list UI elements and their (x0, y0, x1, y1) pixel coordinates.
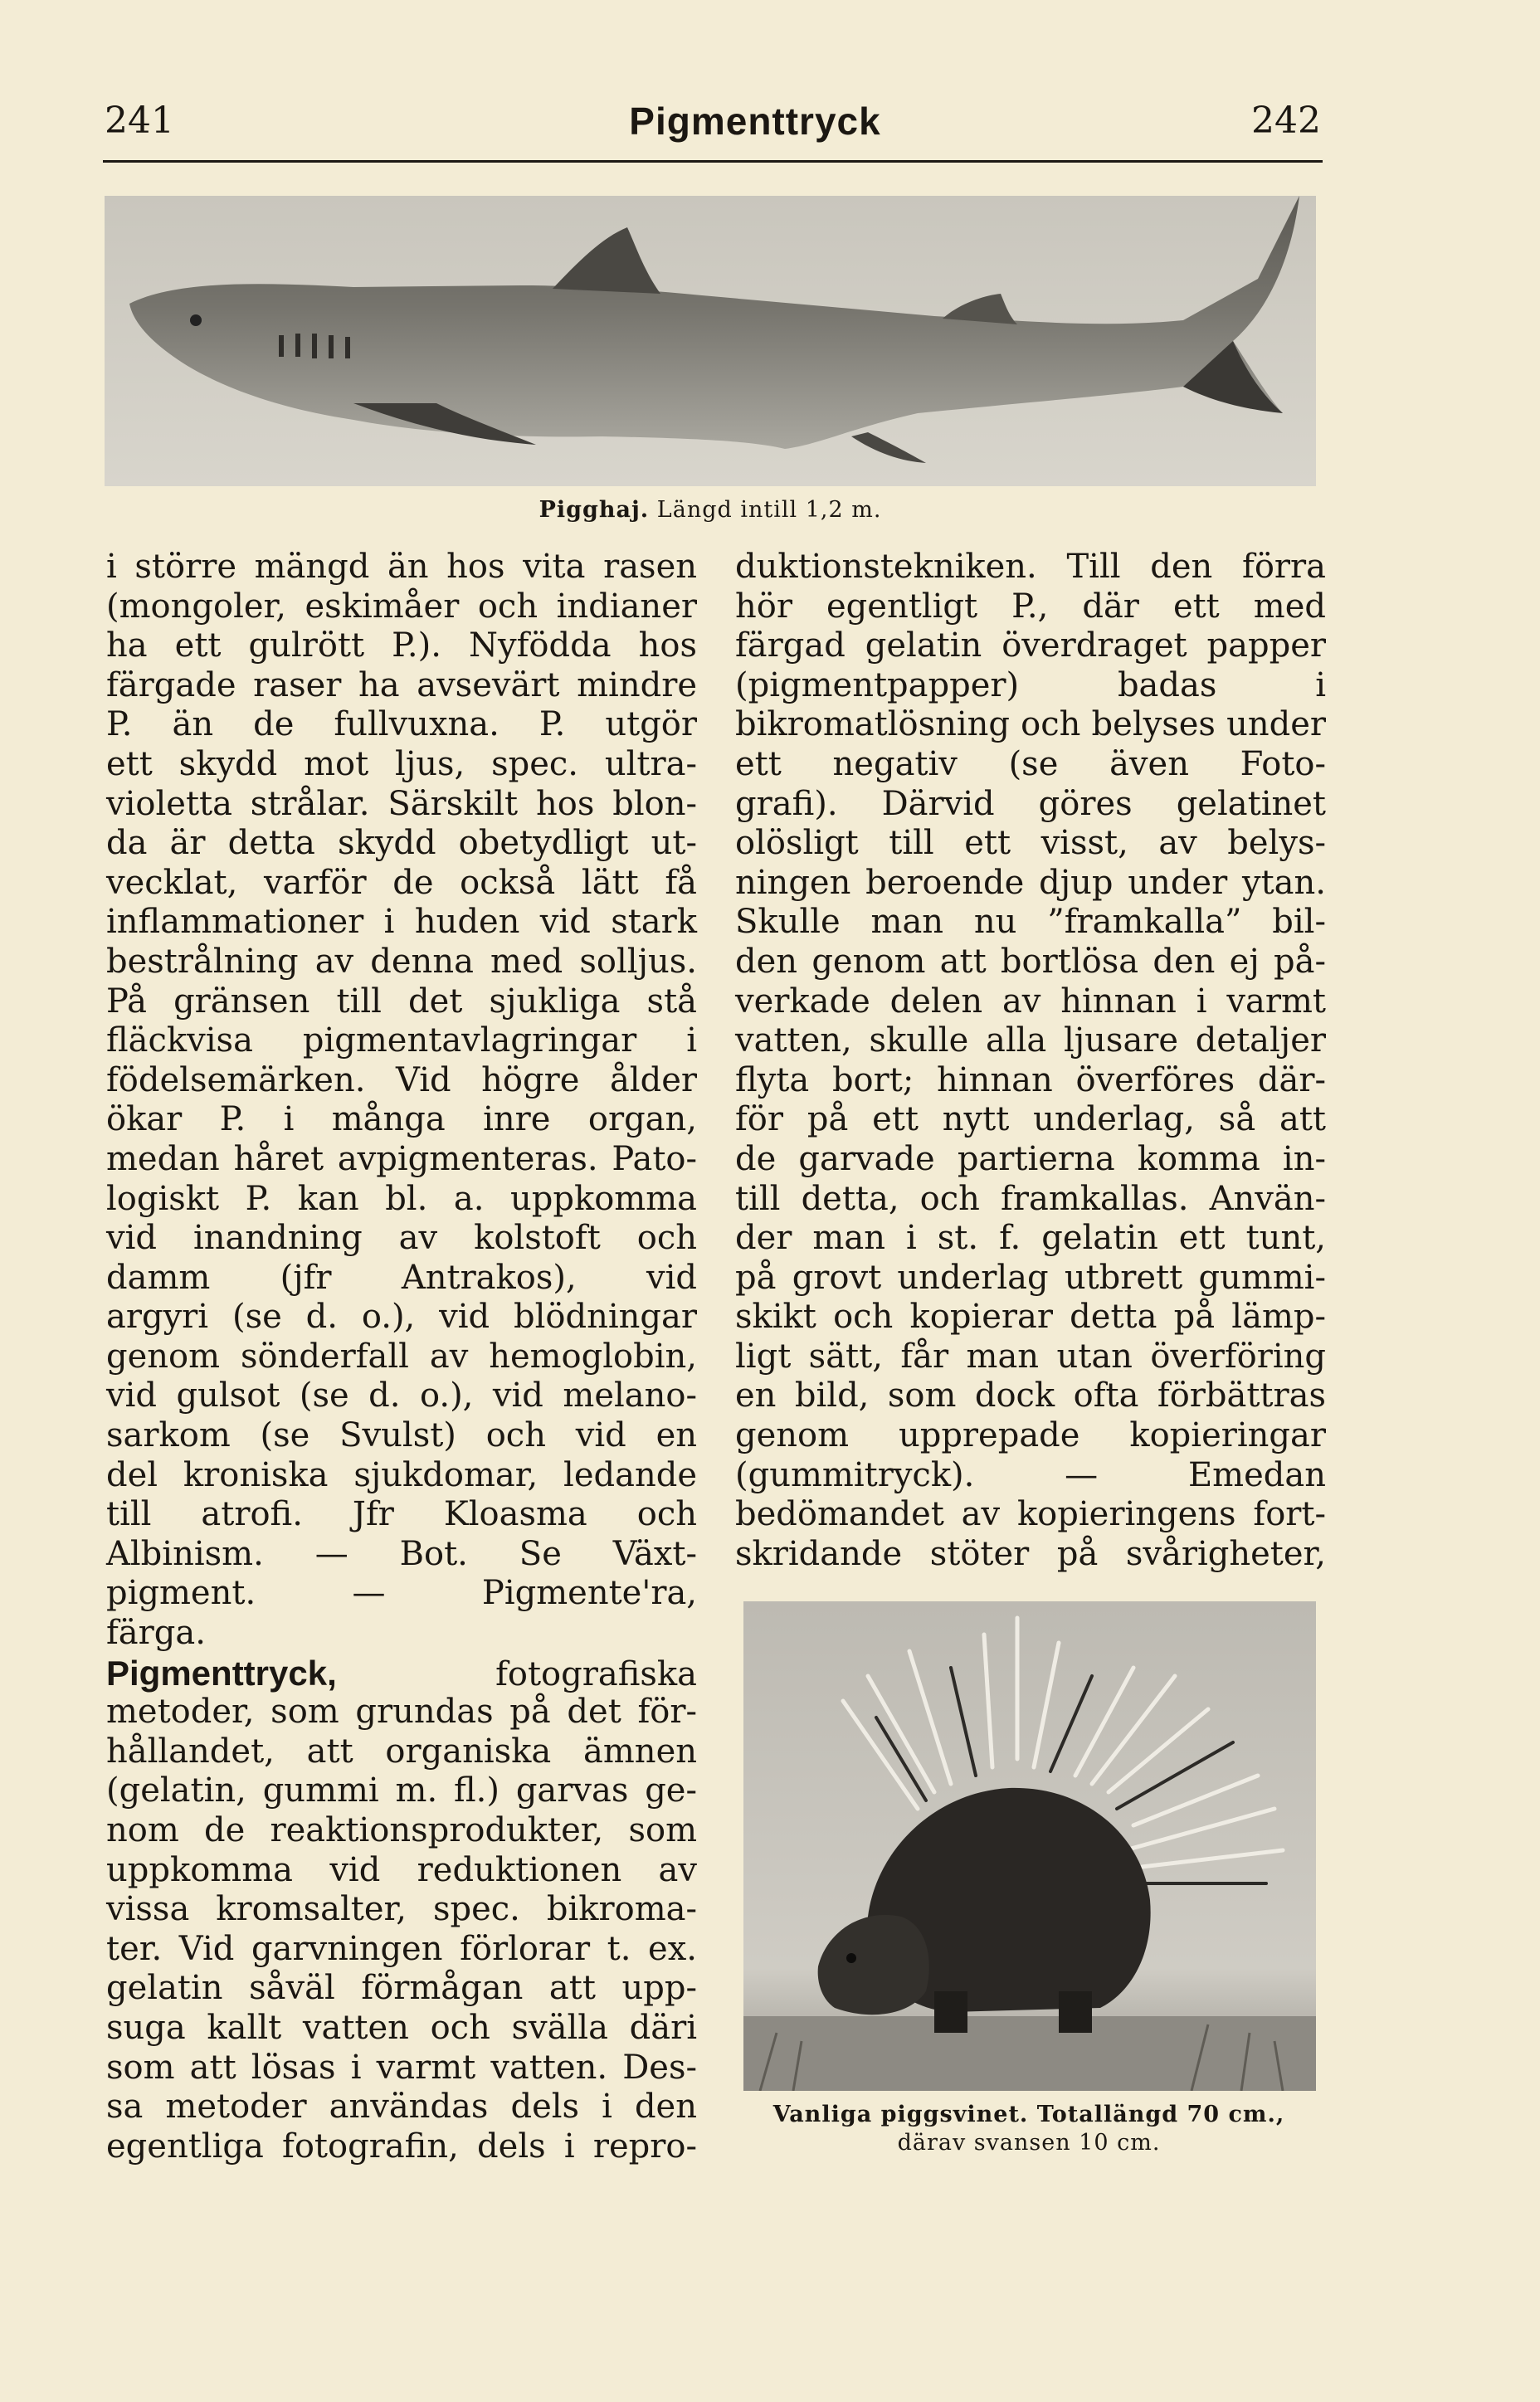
text-line: hör egentligt P., där ett med (735, 587, 1326, 626)
page-number-right: 242 (1251, 100, 1321, 142)
header-rule (103, 160, 1323, 163)
text-line: (gummitryck). — Emedan (735, 1455, 1326, 1494)
page-title: Pigmenttryck (629, 100, 881, 143)
text-line: flyta bort; hinnan överföres där- (735, 1060, 1326, 1099)
entry-first-line (106, 1654, 697, 1693)
text-line: medan håret avpigmenteras. Pato- (106, 1139, 697, 1178)
page-number-left: 241 (105, 100, 174, 142)
text-line: hållandet, att organiska ämnen (106, 1732, 697, 1771)
text-line: Albinism. — Bot. Se Växt- (106, 1534, 697, 1573)
text-line: fläckvisa pigmentavlagringar i (106, 1021, 697, 1060)
text-line: verkade delen av hinnan i varmt (735, 982, 1326, 1021)
porcupine-caption (722, 2101, 1336, 2157)
shark-photo (105, 196, 1316, 486)
text-line: färga. (106, 1614, 206, 1653)
text-line: da är detta skydd obetydligt ut- (106, 824, 697, 863)
text-line: ökar P. i många inre organ, (106, 1100, 697, 1139)
text-line: skikt och kopierar detta på lämp- (735, 1298, 1326, 1337)
text-line: duktionstekniken. Till den förra (735, 548, 1326, 586)
text-line: del kroniska sjukdomar, ledande (106, 1455, 697, 1494)
text-line: violetta strålar. Särskilt hos blon- (106, 784, 697, 823)
text-line: födelsemärken. Vid högre ålder (106, 1060, 697, 1099)
text-line: färgade raser ha avsevärt mindre (106, 665, 697, 704)
text-line: (mongoler, eskimåer och indianer (106, 587, 697, 626)
text-line: pigment. — Pigmente'ra, (106, 1574, 697, 1613)
left-column (106, 548, 697, 2166)
text-line: i större mängd än hos vita rasen (106, 548, 697, 586)
text-line: vid inandning av kolstoft och (106, 1219, 697, 1258)
right-column (735, 548, 1326, 1574)
text-line: den genom att bortlösa den ej på- (735, 942, 1326, 981)
text-line: genom upprepade kopieringar (735, 1416, 1326, 1455)
text-line: ett skydd mot ljus, spec. ultra- (106, 744, 697, 783)
text-line: grafi). Därvid göres gelatinet (735, 784, 1326, 823)
text-line: P. än de fullvuxna. P. utgör (106, 705, 697, 744)
text-line: gelatin såväl förmågan att upp- (106, 1969, 697, 2008)
text-line: en bild, som dock ofta förbättras (735, 1376, 1326, 1415)
text-line: till detta, och framkallas. Använ- (735, 1179, 1326, 1218)
text-line: logiskt P. kan bl. a. uppkomma (106, 1179, 697, 1218)
text-line: olösligt till ett visst, av belys- (735, 824, 1326, 863)
text-line: nom de reaktionsprodukter, som (106, 1811, 697, 1849)
porcupine-caption-line: därav svansen 10 cm. (897, 2130, 1161, 2156)
entry-headword: Pigmenttryck, (106, 1653, 337, 1693)
porcupine-caption-line: Vanliga piggsvinet. Totallängd 70 cm., (772, 2102, 1285, 2127)
text-line: på grovt underlag utbrett gummi- (735, 1258, 1326, 1297)
text-line: suga kallt vatten och svälla däri (106, 2008, 697, 2047)
text-line: fotografiska (495, 1654, 697, 1693)
text-line: ter. Vid garvningen förlorar t. ex. (106, 1929, 697, 1968)
text-line: egentliga fotografin, dels i repro- (106, 2127, 697, 2166)
text-line: uppkomma vid reduktionen av (106, 1850, 697, 1889)
text-line: metoder, som grundas på det för- (106, 1693, 697, 1732)
text-line: de garvade partierna komma in- (735, 1139, 1326, 1178)
text-line: skridande stöter på svårigheter, (735, 1534, 1326, 1573)
text-line: bestrålning av denna med solljus. (106, 942, 697, 981)
text-line: damm (jfr Antrakos), vid (106, 1258, 697, 1297)
text-line: sarkom (se Svulst) och vid en (106, 1416, 697, 1455)
text-line: inflammationer i huden vid stark (106, 903, 697, 942)
text-line: bikromatlösning och belyses under (735, 705, 1326, 744)
text-line: vid gulsot (se d. o.), vid melano- (106, 1376, 697, 1415)
text-line: sa metoder användas dels i den (106, 2088, 697, 2127)
text-line: ha ett gulrött P.). Nyfödda hos (106, 626, 697, 665)
text-line: som att lösas i varmt vatten. Des- (106, 2048, 697, 2087)
text-line: vecklat, varför de också lätt få (106, 863, 697, 902)
text-line: vissa kromsalter, spec. bikroma- (106, 1890, 697, 1929)
text-line: för på ett nytt underlag, så att (735, 1100, 1326, 1139)
text-line: (pigmentpapper) badas i (735, 665, 1326, 704)
text-line: bedömandet av kopieringens fort- (735, 1495, 1326, 1534)
shark-caption-text: Längd intill 1,2 m. (649, 497, 882, 523)
shark-caption-bold: Pigghaj. (539, 497, 650, 523)
porcupine-photo (743, 1601, 1316, 2091)
text-line: På gränsen till det sjukliga stå (106, 982, 697, 1021)
text-line: färgad gelatin överdraget papper (735, 626, 1326, 665)
text-line: argyri (se d. o.), vid blödningar (106, 1298, 697, 1337)
text-line: (gelatin, gummi m. fl.) garvas ge- (106, 1771, 697, 1810)
text-line: ningen beroende djup under ytan. (735, 863, 1326, 902)
text-line: ligt sätt, får man utan överföring (735, 1337, 1326, 1376)
shark-caption (105, 496, 1316, 524)
text-line: vatten, skulle alla ljusare detaljer (735, 1021, 1326, 1060)
text-line: Skulle man nu ”framkalla” bil- (735, 903, 1326, 942)
text-line: genom sönderfall av hemoglobin, (106, 1337, 697, 1376)
text-line: der man i st. f. gelatin ett tunt, (735, 1219, 1326, 1258)
text-line: till atrofi. Jfr Kloasma och (106, 1495, 697, 1534)
text-line: ett negativ (se även Foto- (735, 744, 1326, 783)
